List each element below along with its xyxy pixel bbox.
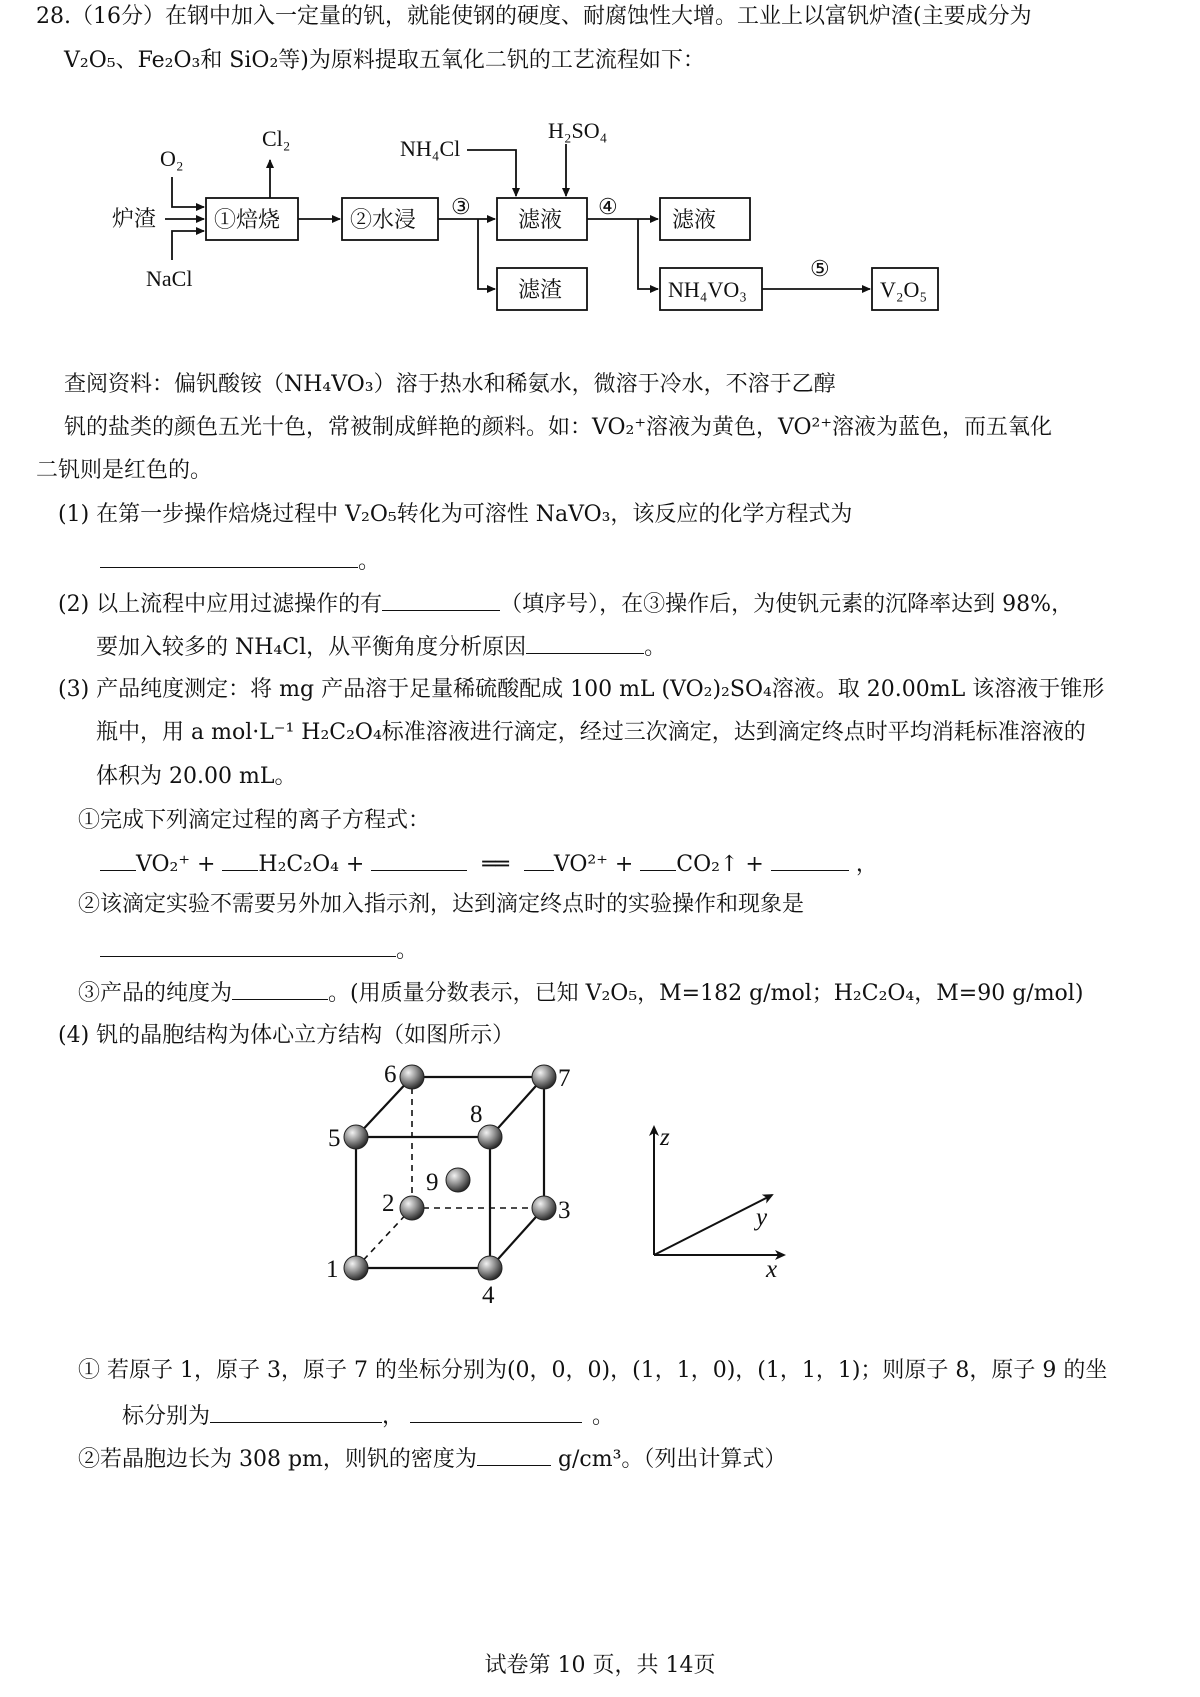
- label-filtrate1: 滤液: [518, 207, 563, 232]
- eq-h2c2o4: H₂C₂O₄ +: [258, 852, 365, 877]
- q4-sub1-end: 。: [592, 1404, 615, 1429]
- label-cl2: Cl₂: [262, 126, 291, 151]
- q3-sub1: ①完成下列滴定过程的离子方程式：: [78, 808, 431, 833]
- q3-sub3-b: 。(用质量分数表示，已知 V₂O₅，M=182 g/mol；H₂C₂O₄，M=90 g/mol): [328, 981, 1084, 1006]
- q2-line2: [96, 631, 666, 663]
- q3-sub3: [78, 977, 1083, 1009]
- axis-y-label: y: [756, 1204, 768, 1231]
- eq-vo2plus: VO²⁺ +: [553, 852, 634, 877]
- label-filtrate2: 滤液: [672, 207, 717, 232]
- question-intro-line2: V₂O₅、Fe₂O₃和 SiO₂等)为原料提取五氧化二钒的工艺流程如下：: [64, 48, 705, 73]
- label-roast: ①焙烧: [214, 207, 281, 232]
- q3-sub2-end: 。: [396, 938, 419, 963]
- atom-label-3: 3: [558, 1197, 571, 1224]
- atom-label-5: 5: [328, 1125, 341, 1152]
- q2-blank1[interactable]: [382, 588, 500, 611]
- label-slag: 炉渣: [112, 206, 157, 231]
- label-step4: ④: [598, 194, 618, 219]
- q3-sub2-blank[interactable]: [100, 934, 396, 957]
- atom-8: [478, 1125, 502, 1149]
- eq-blank1[interactable]: [100, 848, 136, 871]
- unit-cell-diagram: [0, 1055, 1200, 1305]
- q4-sub1-line2: [122, 1400, 614, 1432]
- atom-6: [400, 1065, 424, 1089]
- atom-label-1: 1: [326, 1256, 339, 1283]
- eq-blank2[interactable]: [222, 848, 258, 871]
- question-intro-line1: [36, 2, 1032, 32]
- question-points: （16分）: [71, 4, 165, 29]
- label-residue: 滤渣: [518, 277, 563, 302]
- label-v2o5: V₂O₅: [880, 277, 928, 302]
- q4-sub2: [78, 1443, 786, 1475]
- q2-part1: (2) 以上流程中应用过滤操作的有: [58, 592, 383, 617]
- q4-sub1-b: 标分别为: [122, 1404, 211, 1429]
- label-h2so4: H₂SO₄: [548, 120, 608, 143]
- atom-label-9: 9: [426, 1169, 439, 1196]
- atom-label-7: 7: [558, 1065, 571, 1092]
- eq-vo2: VO₂⁺ +: [136, 852, 216, 877]
- eq-blank6[interactable]: [771, 848, 849, 871]
- axis-x-label: x: [766, 1256, 778, 1283]
- q2-end: 。: [644, 635, 667, 660]
- question-number: 28.: [36, 4, 71, 29]
- label-step3: ③: [451, 194, 471, 219]
- atom-label-4: 4: [482, 1282, 495, 1305]
- label-nacl: NaCl: [146, 266, 193, 291]
- axis-z-label: z: [660, 1124, 670, 1151]
- q3-line2: 瓶中，用 a mol·L⁻¹ H₂C₂O₄标准溶液进行滴定，经过三次滴定，达到滴定终点时平均消耗标准溶液的: [96, 720, 1086, 745]
- process-flow-diagram: [0, 120, 1200, 350]
- axis-y-line: [654, 1195, 772, 1255]
- atom-1: [344, 1256, 368, 1280]
- eq-blank3[interactable]: [371, 848, 467, 871]
- q3-sub2: ②该滴定实验不需要另外加入指示剂，达到滴定终点时的实验操作和现象是: [78, 892, 805, 917]
- q3-sub2-answer: [100, 934, 418, 966]
- atom-7: [532, 1065, 556, 1089]
- page-footer: 试卷第 10 页，共 14页: [484, 1653, 716, 1678]
- eq-blank5[interactable]: [640, 848, 676, 871]
- info-line2: 钒的盐类的颜色五光十色，常被制成鲜艳的颜料。如：VO₂⁺溶液为黄色，VO²⁺溶液为蓝色，而五氧化: [64, 415, 1052, 440]
- q1-line1: (1) 在第一步操作焙烧过程中 V₂O₅转化为可溶性 NaVO₃，该反应的化学方程式为: [58, 502, 853, 527]
- q1-line2: [100, 545, 380, 577]
- atom-4: [478, 1256, 502, 1280]
- eq-arrow: ══: [482, 852, 509, 877]
- atom-9: [446, 1168, 470, 1192]
- info-line1: 查阅资料：偏钒酸铵（NH₄VO₃）溶于热水和稀氨水，微溶于冷水，不溶于乙醇: [64, 372, 836, 397]
- q4-line1: (4) 钒的晶胞结构为体心立方结构（如图所示）: [58, 1023, 515, 1048]
- atom-label-2: 2: [382, 1190, 395, 1217]
- eq-co2: CO₂↑ +: [676, 852, 764, 877]
- atom-3: [532, 1196, 556, 1220]
- info-line3: 二钒则是红色的。: [36, 458, 213, 483]
- q3-sub3-a: ③产品的纯度为: [78, 981, 233, 1006]
- eq-comma: ，: [855, 852, 878, 877]
- atom-5: [344, 1125, 368, 1149]
- q3-equation: [100, 848, 878, 880]
- q2-line1: [58, 588, 1073, 620]
- label-leach: ②水浸: [350, 207, 417, 232]
- atom-label-6: 6: [384, 1061, 397, 1088]
- q2-blank2[interactable]: [526, 631, 644, 654]
- q4-blank-atom8[interactable]: [210, 1400, 382, 1423]
- label-nh4cl: NH₄Cl: [400, 136, 461, 161]
- intro-text-1: 在钢中加入一定量的钒，就能使钢的硬度、耐腐蚀性大增。工业上以富钒炉渣(主要成分为: [165, 4, 1032, 29]
- eq-blank4[interactable]: [524, 848, 554, 871]
- q1-end: 。: [358, 549, 381, 574]
- q2-part2: （填序号），在③操作后，为使钒元素的沉降率达到 98%，: [500, 592, 1074, 617]
- label-step5: ⑤: [810, 256, 830, 281]
- q4-blank-atom9[interactable]: [410, 1400, 582, 1423]
- q4-sub2-b: g/cm³。（列出计算式）: [557, 1447, 787, 1472]
- q3-line1: (3) 产品纯度测定：将 mg 产品溶于足量稀硫酸配成 100 mL (VO₂)₂SO₄溶液。取 20.00mL 该溶液于锥形: [58, 677, 1105, 702]
- q4-sub1-line1: ① 若原子 1，原子 3，原子 7 的坐标分别为(0，0，0)，(1，1，0)，(1，1，1)；则原子 8，原子 9 的坐: [78, 1358, 1108, 1383]
- q1-answer-blank[interactable]: [100, 545, 358, 568]
- label-o2: O₂: [160, 146, 184, 171]
- q2-part3: 要加入较多的 NH₄Cl，从平衡角度分析原因: [96, 635, 527, 660]
- atom-2: [400, 1196, 424, 1220]
- q3-line3: 体积为 20.00 mL。: [96, 764, 297, 789]
- label-nh4vo3: NH₄VO₃: [668, 277, 747, 302]
- q3-sub3-blank[interactable]: [232, 977, 328, 1000]
- atom-label-8: 8: [470, 1101, 483, 1128]
- q4-sub1-comma: ，: [382, 1404, 405, 1429]
- q4-sub2-a: ②若晶胞边长为 308 pm，则钒的密度为: [78, 1447, 477, 1472]
- q4-density-blank[interactable]: [477, 1443, 551, 1466]
